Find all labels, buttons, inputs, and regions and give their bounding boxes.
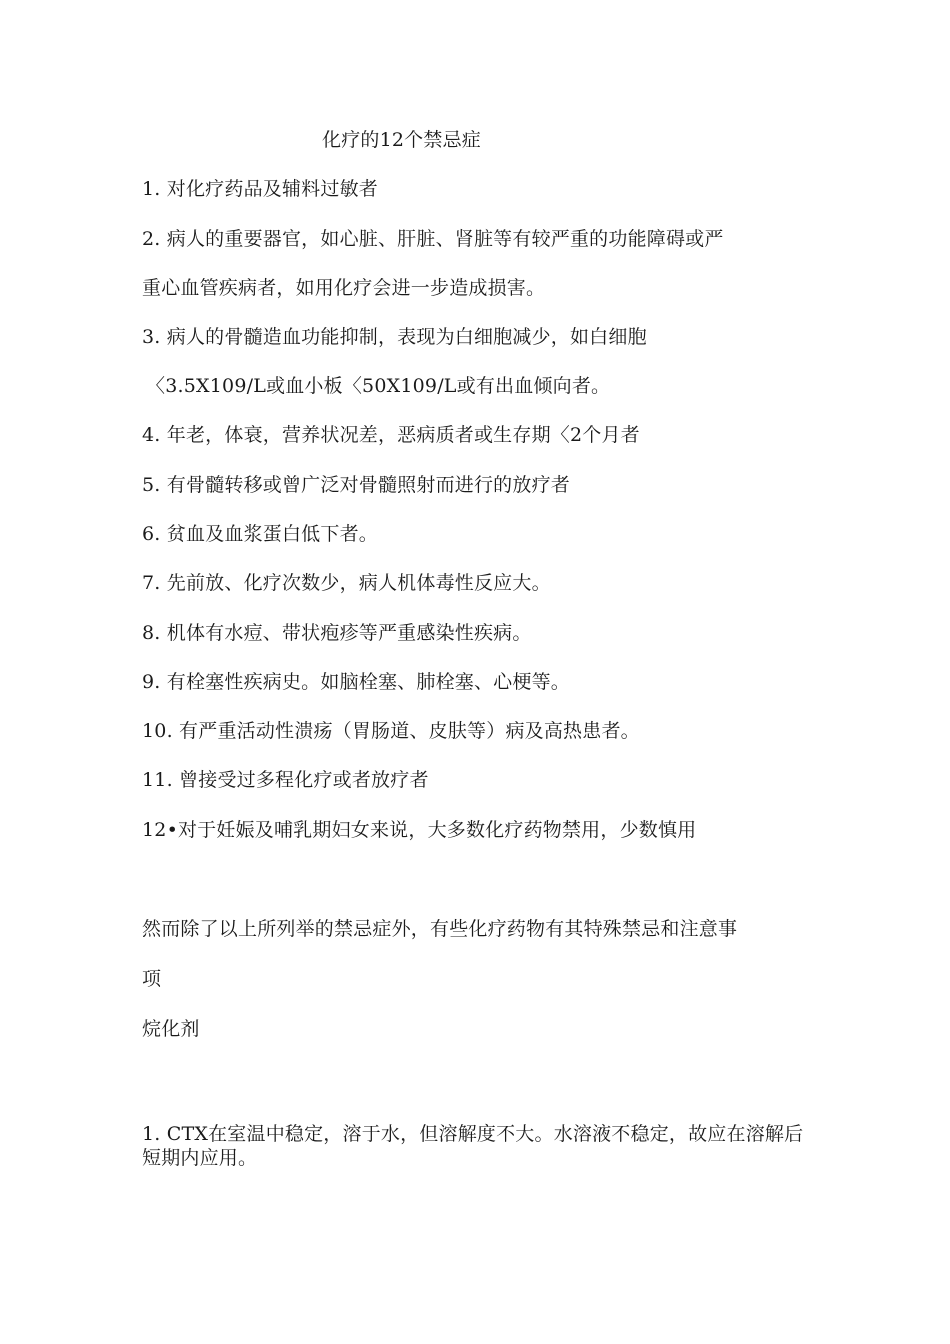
- list-item: 4. 年老，体衰，营养状况差，恶病质者或生存期〈2个月者: [142, 424, 640, 446]
- list-item: 7. 先前放、化疗次数少，病人机体毒性反应大。: [142, 572, 551, 594]
- list-item: 10. 有严重活动性溃疡（胃肠道、皮肤等）病及高热患者。: [142, 720, 640, 742]
- list-item: 重心血管疾病者，如用化疗会进一步造成损害。: [142, 277, 546, 299]
- list-item: 8. 机体有水痘、带状疱疹等严重感染性疾病。: [142, 622, 532, 644]
- list-item: 2. 病人的重要器官，如心脏、肝脏、肾脏等有较严重的功能障碍或严: [142, 228, 724, 250]
- document-title: 化疗的12个禁忌症: [322, 129, 481, 151]
- ctx-paragraph: 1. CTX在室温中稳定，溶于水，但溶解度不大。水溶液不稳定，故应在溶解后短期内应用。: [142, 1123, 804, 1169]
- list-item: 3. 病人的骨髓造血功能抑制，表现为白细胞减少，如白细胞: [142, 326, 647, 348]
- list-item: 5. 有骨髓转移或曾广泛对骨髓照射而进行的放疗者: [142, 474, 570, 496]
- section-heading: 烷化剂: [142, 1018, 200, 1040]
- list-item: 〈3.5X109/L或血小板〈50X109/L或有出血倾向者。: [146, 375, 611, 397]
- list-item: 6. 贫血及血浆蛋白低下者。: [142, 523, 378, 545]
- list-item: 9. 有栓塞性疾病史。如脑栓塞、肺栓塞、心梗等。: [142, 671, 570, 693]
- note-line: 然而除了以上所列举的禁忌症外，有些化疗药物有其特殊禁忌和注意事: [142, 918, 738, 940]
- note-line: 项: [142, 968, 162, 990]
- list-item: 1. 对化疗药品及辅料过敏者: [142, 178, 378, 200]
- list-item: 12•对于妊娠及哺乳期妇女来说，大多数化疗药物禁用，少数慎用: [142, 819, 697, 841]
- list-item: 11. 曾接受过多程化疗或者放疗者: [142, 769, 429, 791]
